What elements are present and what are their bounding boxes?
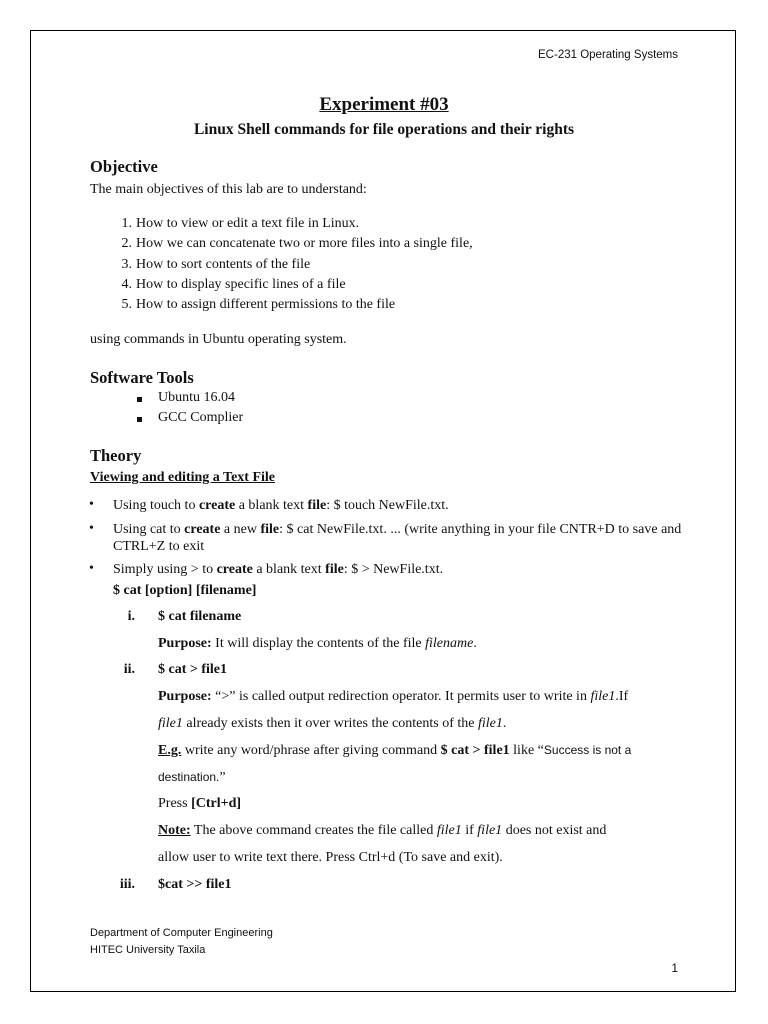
page-number: 1 bbox=[671, 961, 678, 975]
objective-heading: Objective bbox=[90, 157, 158, 176]
objective-item-number: 5. bbox=[121, 297, 132, 312]
command-text: $ cat filename bbox=[158, 609, 242, 624]
note-text: Note: The above command creates the file called file1 if file1 does not exist and bbox=[158, 823, 607, 838]
purpose-text: Purpose: “>” is called output redirection operator. It permits user to write in file1.If bbox=[158, 689, 629, 704]
experiment-title: Experiment #03 bbox=[319, 94, 449, 115]
bullet-item: Using touch to create a blank text file: $ touch NewFile.txt. bbox=[113, 498, 449, 513]
objective-item-number: 3. bbox=[121, 257, 132, 272]
theory-heading: Theory bbox=[90, 446, 142, 465]
objective-item-number: 4. bbox=[121, 277, 132, 292]
purpose-text-continued: file1 already exists then it over writes the contents of the file1. bbox=[158, 716, 507, 731]
objective-item-text: How to sort contents of the file bbox=[136, 257, 311, 272]
note-text-continued: allow user to write text there. Press Ctrl+d (To save and exit). bbox=[158, 850, 503, 865]
objective-item-text: How we can concatenate two or more files into a single file, bbox=[136, 236, 473, 251]
roman-numeral: ii. bbox=[123, 662, 135, 677]
tool-item: GCC Complier bbox=[158, 410, 244, 425]
press-text: Press [Ctrl+d] bbox=[158, 796, 242, 811]
example-text: E.g. write any word/phrase after giving command $ cat > file1 like “Success is not a bbox=[158, 743, 632, 758]
command-text: $cat >> file1 bbox=[158, 877, 232, 892]
objective-item-number: 1. bbox=[121, 216, 132, 231]
bullet-item: Using cat to create a new file: $ cat NewFile.txt. ... (write anything in your file CNTR+D to save and CTRL+Z to exit bbox=[113, 522, 682, 554]
bullet-icon: • bbox=[89, 497, 94, 512]
square-bullet-icon bbox=[137, 397, 142, 402]
footer-department: Department of Computer Engineering bbox=[90, 927, 273, 939]
objective-intro: The main objectives of this lab are to understand: bbox=[90, 182, 367, 197]
experiment-subtitle: Linux Shell commands for file operations and their rights bbox=[193, 121, 575, 138]
theory-subheading: Viewing and editing a Text File bbox=[90, 470, 276, 485]
square-bullet-icon bbox=[137, 417, 142, 422]
tool-item: Ubuntu 16.04 bbox=[158, 390, 235, 405]
purpose-text: Purpose: It will display the contents of the file filename. bbox=[158, 636, 477, 651]
objective-item-text: How to assign different permissions to the file bbox=[136, 297, 396, 312]
objective-outro: using commands in Ubuntu operating system. bbox=[90, 332, 347, 347]
command-text: $ cat > file1 bbox=[158, 662, 228, 677]
roman-numeral: i. bbox=[127, 609, 135, 624]
bullet-item: Simply using > to create a blank text file: $ > NewFile.txt. bbox=[113, 562, 444, 577]
objective-item-text: How to display specific lines of a file bbox=[136, 277, 346, 292]
roman-numeral: iii. bbox=[119, 877, 135, 892]
example-text-continued: destination.” bbox=[158, 770, 226, 785]
software-tools-heading: Software Tools bbox=[90, 368, 194, 387]
course-header: EC-231 Operating Systems bbox=[538, 49, 678, 61]
footer-university: HITEC University Taxila bbox=[90, 944, 206, 956]
cat-syntax: $ cat [option] [filename] bbox=[113, 583, 257, 598]
bullet-icon: • bbox=[89, 521, 94, 536]
bullet-icon: • bbox=[89, 561, 94, 576]
objective-item-number: 2. bbox=[121, 236, 132, 251]
objective-item-text: How to view or edit a text file in Linux. bbox=[136, 216, 360, 231]
